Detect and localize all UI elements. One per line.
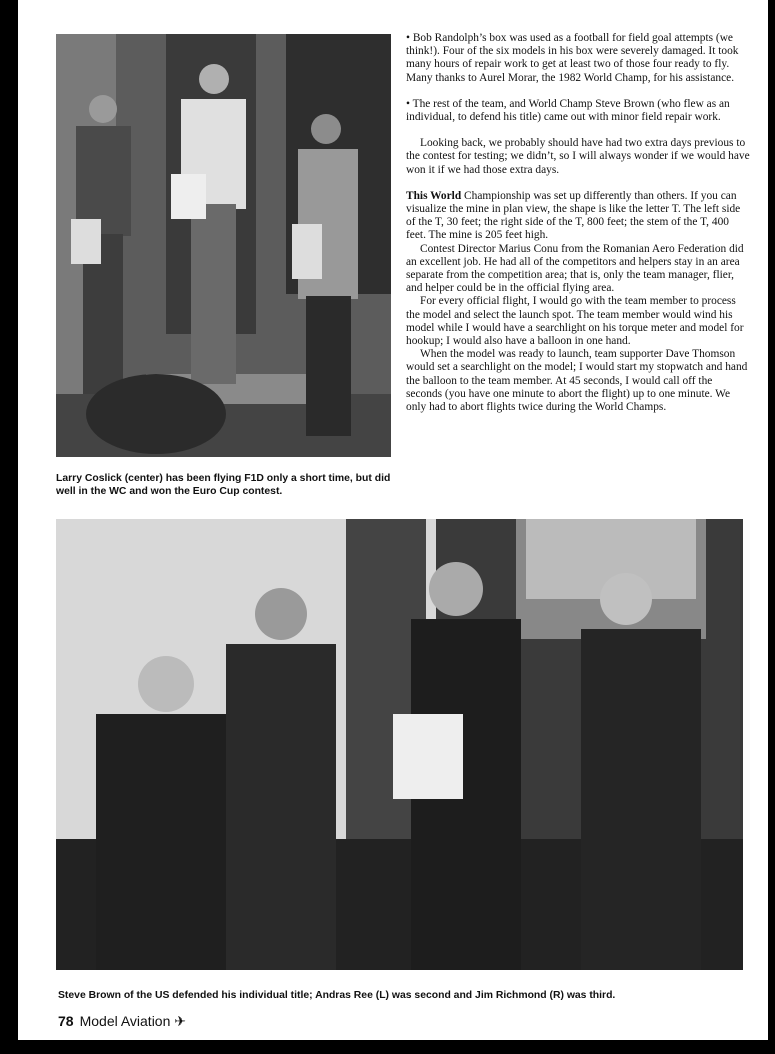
article-column — [406, 32, 751, 414]
page-number: 78 — [58, 1013, 74, 1029]
paragraph-body: Championship was set up differently than others. If you can visualize the mine in plan view, the shape is like the letter T. The left side of the T, 30 feet; the right side of the T, 800 feet; the stem of the T, 400 feet. The mine is 205 feet high. — [406, 189, 741, 242]
podium-photo — [56, 34, 391, 457]
podium-photo-illustration — [56, 34, 391, 457]
magazine-page — [18, 0, 768, 1040]
paragraph: For every official flight, I would go with the team member to process the model and select the launch spot. The team member would wind his model while I would have a searchlight on his torque meter and model for hookup; I would also have a balloon in one hand. — [406, 295, 744, 348]
award-ceremony-photo — [56, 519, 743, 970]
paragraph: When the model was ready to launch, team supporter Dave Thomson would set a searchlight on the model; I would start my stopwatch and hand the balloon to the team member. At 45 seconds, I would call off the seconds (you have one minute to abort the flight) up to one minute. We only had to abort flights twice during the World Champs. — [406, 348, 748, 414]
magazine-title: Model Aviation — [79, 1013, 171, 1029]
paragraph — [406, 190, 751, 243]
photo1-caption: Larry Coslick (center) has been flying F1D only a short time, but did well in the WC and won the Euro Cup contest. — [56, 473, 391, 497]
plane-icon: ✈ — [174, 1013, 187, 1029]
paragraph-lead: This World — [406, 189, 462, 202]
page-footer — [58, 1013, 186, 1030]
photo2-caption: Steve Brown of the US defended his individual title; Andras Ree (L) was second and Jim Richmond (R) was third. — [58, 990, 616, 1001]
award-ceremony-photo-illustration — [56, 519, 743, 970]
paragraph: Contest Director Marius Conu from the Romanian Aero Federation did an excellent job. He had all of the competitors and helpers stay in an area separate from the competition area; that is, only the team manager, flier, and helper could be in the official flying area. — [406, 242, 744, 295]
paragraph: Looking back, we probably should have had two extra days previous to the contest for testing; we didn’t, so I will always wonder if we would have won it if we had those extra days. — [406, 137, 750, 176]
paragraph: • Bob Randolph’s box was used as a football for field goal attempts (we think!). Four of the six models in his box were severely damaged. It took many hours of repair work to get at least two of those four ready to fly. Many thanks to Aurel Morar, the 1982 World Champ, for his assistance. — [406, 32, 739, 84]
paragraph: • The rest of the team, and World Champ Steve Brown (who flew as an individual, to defend his title) came out with minor field repair work. — [406, 97, 730, 124]
